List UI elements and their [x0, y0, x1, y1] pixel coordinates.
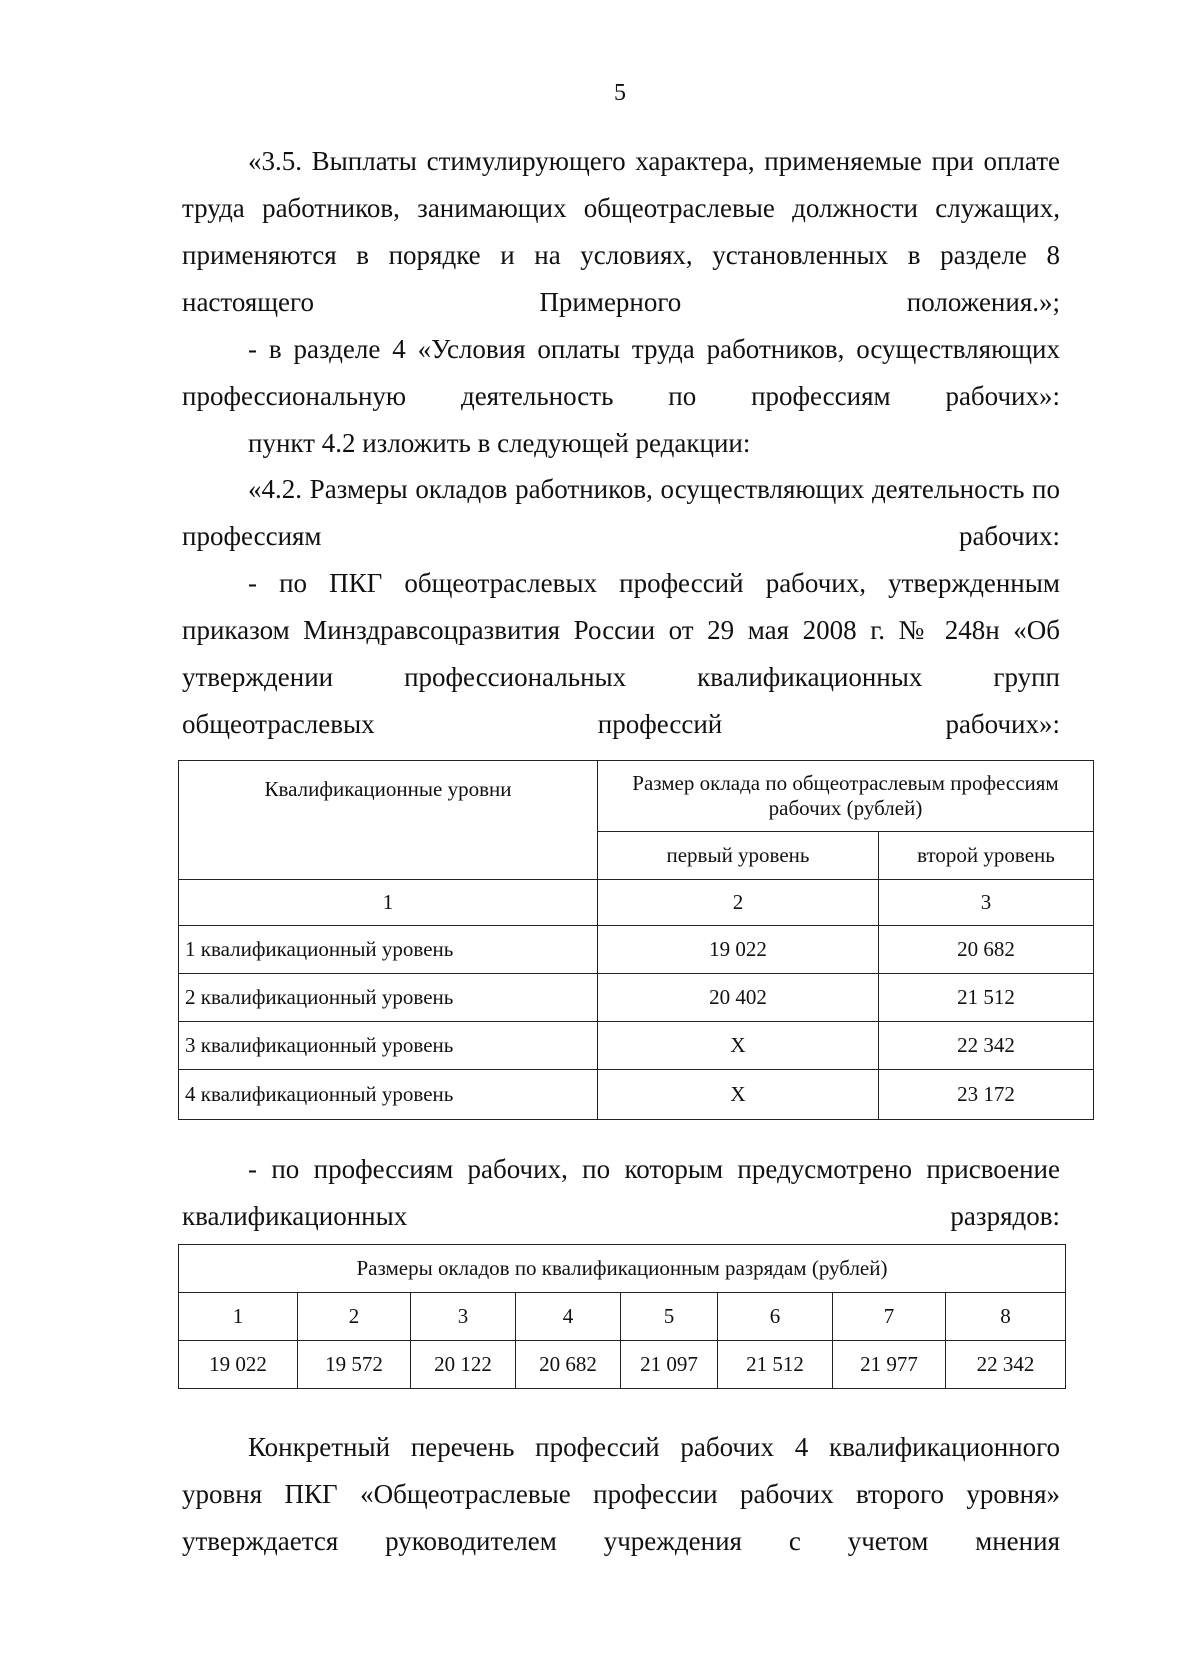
grade-salary: 21 977	[833, 1341, 946, 1389]
grades-row	[179, 1293, 1066, 1341]
paragraph-grades: - по профессиям рабочих, по которым предусмотрено присвоение квалификационных разрядов:	[182, 1154, 1060, 1231]
grade-number: 1	[179, 1293, 298, 1341]
header-first-level: первый уровень	[598, 832, 879, 880]
salary-levels-table	[178, 760, 1094, 1120]
row-level: 2 квалификационный уровень	[179, 974, 598, 1022]
header-second-level: второй уровень	[879, 832, 1094, 880]
table-row	[179, 1070, 1094, 1120]
paragraph-specific-list: Конкретный перечень профессий рабочих 4 квалификационного уровня ПКГ «Общеотраслевые профессии рабочих второго уровня» утверждается руководителем учреждения с учетом мнения	[182, 1432, 1060, 1556]
table-row	[179, 1022, 1094, 1070]
salary-grades-table	[178, 1244, 1066, 1389]
grade-number: 8	[946, 1293, 1066, 1341]
grade-number: 7	[833, 1293, 946, 1341]
paragraph-point-4-2: пункт 4.2 изложить в следующей редакции:	[248, 428, 751, 458]
grade-number: 5	[621, 1293, 718, 1341]
row-second-value: 23 172	[879, 1070, 1094, 1120]
table-row	[179, 926, 1094, 974]
row-second-value: 22 342	[879, 1022, 1094, 1070]
paragraph-pkg: - по ПКГ общеотраслевых профессий рабочих, утвержденным приказом Минздравсоцразвития России от 29 мая 2008 г. № 248н «Об утверждении профессиональных квалификационных групп общеотраслевых профессий рабочих»:	[182, 568, 1060, 739]
grade-salary: 22 342	[946, 1341, 1066, 1389]
paragraph-section-4: - в разделе 4 «Условия оплаты труда работников, осуществляющих профессиональную деятельность по профессиям рабочих»:	[182, 334, 1060, 411]
paragraph-3-5: «3.5. Выплаты стимулирующего характера, применяемые при оплате труда работников, занимающих общеотраслевые должности служащих, применяются в порядке и на условиях, установленных в разделе 8 настоящего Примерного положения.»;	[182, 146, 1060, 317]
row-first-value: 19 022	[598, 926, 879, 974]
grades-table-header: Размеры окладов по квалификационным разрядам (рублей)	[179, 1245, 1066, 1293]
values-row	[179, 1341, 1066, 1389]
row-second-value: 21 512	[879, 974, 1094, 1022]
row-first-value: Х	[598, 1070, 879, 1120]
page-number: 5	[614, 80, 626, 106]
col-number: 2	[598, 880, 879, 926]
table-row	[179, 974, 1094, 1022]
grade-salary: 21 097	[621, 1341, 718, 1389]
header-salary-group: Размер оклада по общеотраслевым профессиям рабочих (рублей)	[598, 761, 1094, 832]
grade-salary: 20 682	[516, 1341, 621, 1389]
grade-salary: 20 122	[411, 1341, 516, 1389]
grade-number: 6	[718, 1293, 833, 1341]
row-level: 1 квалификационный уровень	[179, 926, 598, 974]
col-number: 1	[179, 880, 598, 926]
grade-number: 2	[298, 1293, 411, 1341]
col-number: 3	[879, 880, 1094, 926]
row-level: 4 квалификационный уровень	[179, 1070, 598, 1120]
row-first-value: Х	[598, 1022, 879, 1070]
row-second-value: 20 682	[879, 926, 1094, 974]
paragraph-4-2: «4.2. Размеры окладов работников, осуществляющих деятельность по профессиям рабочих:	[182, 474, 1060, 551]
row-first-value: 20 402	[598, 974, 879, 1022]
header-qualification-levels: Квалификационные уровни	[179, 761, 598, 880]
row-level: 3 квалификационный уровень	[179, 1022, 598, 1070]
grade-salary: 21 512	[718, 1341, 833, 1389]
grade-number: 3	[411, 1293, 516, 1341]
grade-salary: 19 022	[179, 1341, 298, 1389]
grade-number: 4	[516, 1293, 621, 1341]
grade-salary: 19 572	[298, 1341, 411, 1389]
